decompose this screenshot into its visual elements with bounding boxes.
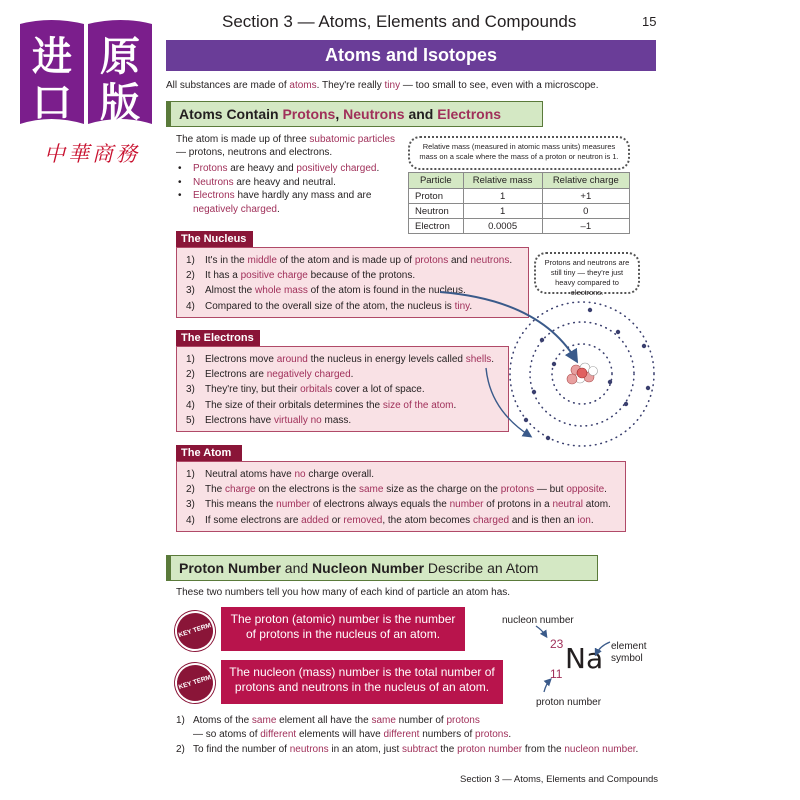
list-item: 1) Atoms of the same element all have the same number of protons — so atoms of different elements will have different numbers of protons. [176,715,512,740]
table-row [409,204,630,219]
page-title-banner: Atoms and Isotopes [166,40,656,71]
key-term-badge: KEY TERM [170,658,220,708]
table-cell: –1 [542,219,629,234]
column-header: Relative mass [463,173,542,189]
logo-char: 原 [100,34,140,80]
tiny-particles-note: Protons and neutrons are still tiny — they're just heavy compared to electrons. [534,252,640,294]
table-row [409,219,630,234]
table-cell: 0.0005 [463,219,542,234]
page-number: 15 [642,14,657,29]
list-item: 4) If some electrons are added or removed, the atom becomes charged and is then an ion. [186,514,594,526]
nucleon-number-label: nucleon number [502,615,574,626]
mass-number: 23 [550,637,564,651]
logo-subtitle: 中華商務 [44,142,140,166]
list-item: 1) It's in the middle of the atom and is made up of protons and neutrons. [186,255,513,266]
logo-char: 进 [32,34,72,80]
list-item: 5) Electrons have virtually no mass. [186,414,352,426]
publisher-logo [16,16,156,128]
element-symbol-label: element symbol [611,641,647,664]
numbers-intro: These two numbers tell you how many of each kind of particle an atom has. [176,587,511,598]
list-item: 2) It has a positive charge because of the protons. [186,270,416,282]
list-item: • Electrons have hardly any mass and are negatively charged. [176,189,416,216]
list-item: 2) The charge on the electrons is the same size as the charge on the protons — but opposite. [186,484,607,496]
atomic-number: 11 [550,667,563,681]
list-item: 1) Electrons move around the nucleus in energy levels called shells. [186,354,495,365]
nucleus-arrow [440,292,576,360]
atom-description: The atom is made up of three subatomic particles — protons, neutrons and electrons. [176,134,395,158]
table-cell: Electron [409,219,464,234]
notation-arrows [530,620,620,700]
relative-mass-note: Relative mass (measured in atomic mass units) measures mass on a scale where the mass of a proton or neutron is 1. [408,136,630,170]
list-item: • Protons are heavy and positively charged. [176,162,416,176]
column-header: Relative charge [542,173,629,189]
proton-number-label: proton number [536,697,602,708]
table-cell: 1 [463,204,542,219]
table-cell: +1 [542,189,629,204]
nucleus-tag: The Nucleus [176,231,253,247]
particle-bullet-list [176,162,416,216]
table-row [409,189,630,204]
list-item: 3) This means the number of electrons always equals the number of protons in a neutral atom. [186,499,611,511]
heading-proton-nucleon: Proton Number and Nucleon Number Describe an Atom [166,555,598,581]
electrons-tag: The Electrons [176,330,260,346]
list-item: 3) Almost the whole mass of the atom is found in the nucleus. [186,285,466,297]
numbers-notes [176,714,666,757]
column-header: Particle [409,173,464,189]
key-term-proton-number: The proton (atomic) number is the number of protons in the nucleus of an atom. [221,607,465,651]
table-cell: 0 [542,204,629,219]
list-item: 1) Neutral atoms have no charge overall. [186,469,374,480]
key-term-nucleon-number: The nucleon (mass) number is the total number of protons and neutrons in the nucleus of an atom. [221,660,503,704]
atom-tag: The Atom [176,445,242,461]
particle-table [408,172,630,234]
list-item: • Neutrons are heavy and neutral. [176,176,416,190]
arrow-overlay [400,280,630,440]
table-cell: Proton [409,189,464,204]
element-symbol-na: Na [565,642,604,675]
page-footer: Section 3 — Atoms, Elements and Compounds [460,774,659,785]
table-cell: Neutron [409,204,464,219]
list-item: 2) To find the number of neutrons in an atom, just subtract the proton number from the nucleon number. [176,744,639,755]
key-term-badge: KEY TERM [170,606,220,656]
atom-box [176,461,626,532]
list-item: 3) They're tiny, but their orbitals cover a lot of space. [186,384,425,396]
intro-text: All substances are made of atoms. They're really tiny — too small to see, even with a microscope. [166,80,599,91]
list-item: 2) Electrons are negatively charged. [186,369,354,381]
heading-atoms-contain: Atoms Contain Protons, Neutrons and Electrons [166,101,543,127]
list-item: 4) The size of their orbitals determines the size of the atom. [186,399,457,411]
list-item: 4) Compared to the overall size of the atom, the nucleus is tiny. [186,300,473,312]
section-header: Section 3 — Atoms, Elements and Compounds [222,12,577,31]
logo-char: 版 [100,80,140,126]
table-header-row [409,173,630,189]
table-cell: 1 [463,189,542,204]
logo-char: 口 [32,80,72,126]
electrons-arrow [486,368,530,436]
